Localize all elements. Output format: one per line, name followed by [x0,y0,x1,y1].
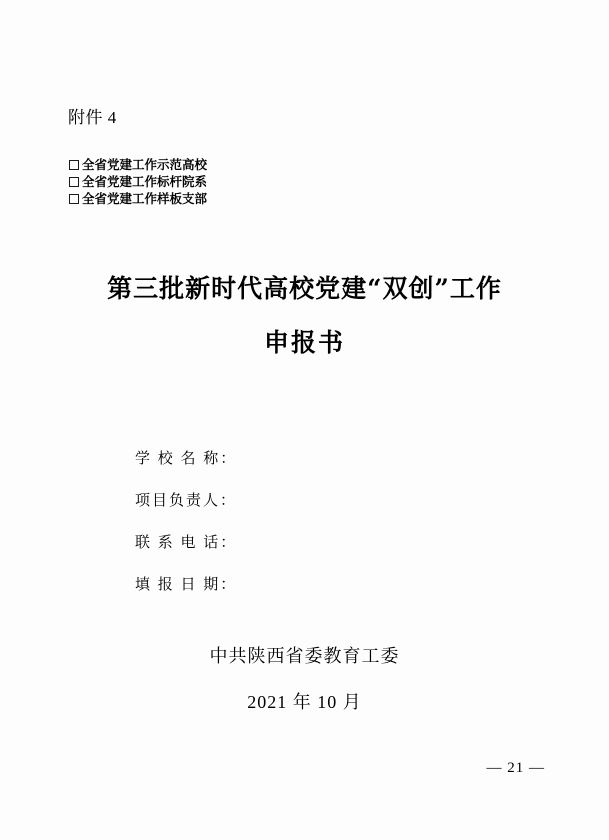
attachment-label: 附件 4 [68,108,117,127]
issuer-date: 2021 年 10 月 [247,692,362,712]
title-line-secondary: 申报书 [263,328,345,357]
field-label: 联 系 电 话： [135,535,238,551]
form-fields [135,450,465,618]
checkbox-option-row[interactable] [69,191,389,207]
checkbox-icon[interactable] [69,177,79,187]
issuer-name: 中共陕西省委教育工委 [209,646,400,666]
checkbox-label: 全省党建工作示范高校 [82,157,208,172]
field-label: 填 报 日 期： [135,577,238,593]
checkbox-icon[interactable] [69,194,79,204]
field-contact-phone [135,534,465,552]
field-school-name [135,450,465,468]
field-label: 项目负责人： [135,493,238,509]
document-title [0,270,609,362]
issuer-block [0,643,609,715]
field-label: 学 校 名 称： [135,451,238,467]
checkbox-label: 全省党建工作标杆院系 [82,174,208,189]
checkbox-label: 全省党建工作样板支部 [82,191,208,206]
checkbox-option-row[interactable] [69,174,389,190]
field-submission-date [135,576,465,594]
checkbox-option-row[interactable] [69,157,389,173]
category-checkbox-group [69,157,389,208]
field-project-leader [135,492,465,510]
title-line-primary: 第三批新时代高校党建“双创”工作 [107,274,502,303]
page-number: — 21 — [486,760,545,776]
checkbox-icon[interactable] [69,160,79,170]
